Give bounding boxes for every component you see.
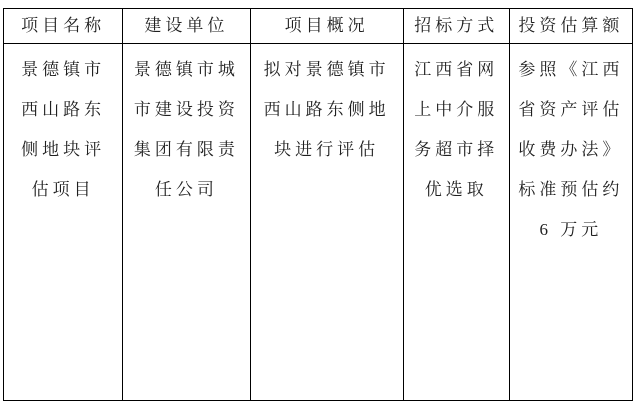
text-line: 估项目: [31, 180, 95, 199]
project-info-table: [3, 8, 633, 401]
text-line: 景德镇市城: [133, 60, 239, 79]
text-line: 标准预估约: [518, 180, 624, 199]
text-line: 西山路东侧地: [263, 100, 390, 119]
cell-project-overview: [250, 44, 403, 401]
text-line: 任公司: [154, 180, 218, 199]
table-row: [4, 44, 633, 401]
text-line: 拟对景德镇市: [263, 60, 390, 79]
header-bidding-method: 招标方式: [403, 9, 509, 44]
header-investment-estimate: 投资估算额: [509, 9, 632, 44]
text-line: 块进行评估: [274, 140, 380, 159]
text-line: 江西省网: [414, 60, 499, 79]
header-construction-unit: 建设单位: [123, 9, 250, 44]
cell-construction-unit: [123, 44, 250, 401]
text-line: 集团有限责: [133, 140, 239, 159]
text-line: 上中介服: [414, 100, 499, 119]
document-page: [0, 8, 633, 406]
text-line: 景德镇市: [21, 60, 106, 79]
header-project-overview: 项目概况: [250, 9, 403, 44]
text-line: 市建设投资: [133, 100, 239, 119]
cell-project-name: [4, 44, 123, 401]
table-header-row: [4, 9, 633, 44]
text-line: 参照《江西: [518, 60, 624, 79]
text-line: 优选取: [424, 180, 488, 199]
cell-bidding-method: [403, 44, 509, 401]
header-project-name: 项目名称: [4, 9, 123, 44]
text-line: 收费办法》: [518, 140, 624, 159]
cell-investment-estimate: [509, 44, 632, 401]
text-line: 侧地块评: [21, 140, 106, 159]
text-line: 西山路东: [21, 100, 106, 119]
text-line: 务超市择: [414, 140, 499, 159]
text-line: 省资产评估: [518, 100, 624, 119]
text-line: 6 万元: [539, 220, 603, 239]
